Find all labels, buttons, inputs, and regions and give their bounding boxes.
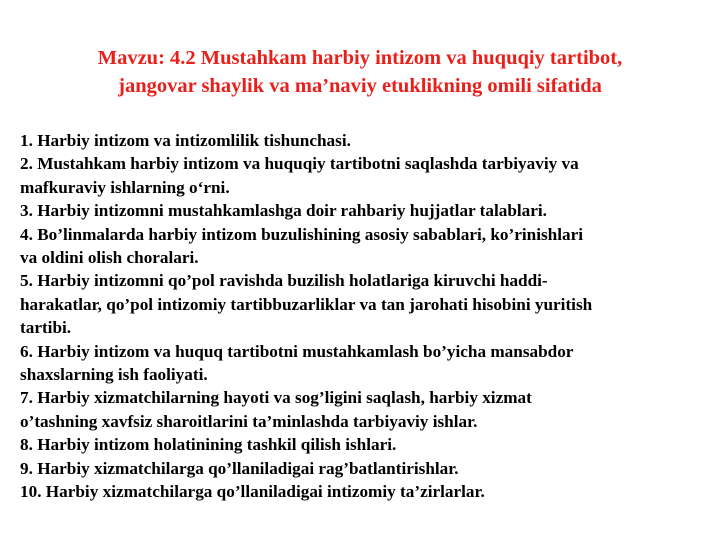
topic-item-line: 9. Harbiy xizmatchilarga qo’llaniladigai rag’batlantirishlar.: [20, 458, 459, 478]
topic-item-line: tartibi.: [20, 318, 72, 338]
topic-item-line: 3. Harbiy intizomni mustahkamlashga doir rahbariy hujjatlar talablari.: [20, 201, 547, 221]
topic-item-line: mafkuraviy ishlarning o‘rni.: [20, 177, 230, 197]
topic-item-10: [20, 480, 705, 503]
topic-item-line: 7. Harbiy xizmatchilarning hayoti va sog’ligini saqlash, harbiy xizmat: [20, 388, 532, 408]
topic-item-2: [20, 152, 705, 199]
slide-title-line-1: Mavzu: 4.2 Mustahkam harbiy intizom va huquqiy tartibot,: [97, 47, 623, 69]
topic-item-line: harakatlar, qo’pol intizomiy tartibbuzarliklar va tan jarohati hisobini yuritish: [20, 294, 593, 314]
topic-item-line: 5. Harbiy intizomni qo’pol ravishda buzilish holatlariga kiruvchi haddi-: [20, 271, 548, 291]
topic-item-line: shaxslarning ish faoliyati.: [20, 365, 208, 385]
topic-item-5: [20, 269, 705, 339]
topic-item-7: [20, 386, 705, 433]
topic-item-4: [20, 223, 705, 270]
topic-item-line: 8. Harbiy intizom holatinining tashkil qilish ishlari.: [20, 435, 397, 455]
topic-item-line: 1. Harbiy intizom va intizomlilik tishunchasi.: [20, 131, 351, 150]
topic-item-line: va oldini olish choralari.: [20, 248, 199, 268]
topic-item-1: [20, 129, 705, 152]
topic-item-line: 10. Harbiy xizmatchilarga qo’llaniladigai intizomiy ta’zirlarlar.: [20, 482, 485, 502]
topic-item-6: [20, 340, 705, 387]
topic-list: [20, 129, 705, 504]
topic-item-9: [20, 457, 705, 480]
slide-title: [20, 44, 700, 100]
topic-item-8: [20, 433, 705, 456]
topic-item-line: 2. Mustahkam harbiy intizom va huquqiy tartibotni saqlashda tarbiyaviy va: [20, 154, 579, 174]
topic-item-3: [20, 199, 705, 222]
topic-item-line: 6. Harbiy intizom va huquq tartibotni mustahkamlash bo’yicha mansabdor: [20, 341, 574, 361]
topic-item-line: 4. Bo’linmalarda harbiy intizom buzulishining asosiy sabablari, ko’rinishlari: [20, 224, 583, 244]
topic-item-line: o’tashning xavfsiz sharoitlarini ta’minlashda tarbiyaviy ishlar.: [20, 411, 478, 431]
slide-title-line-2: jangovar shaylik va ma’naviy etuklikning omili sifatida: [118, 75, 602, 97]
